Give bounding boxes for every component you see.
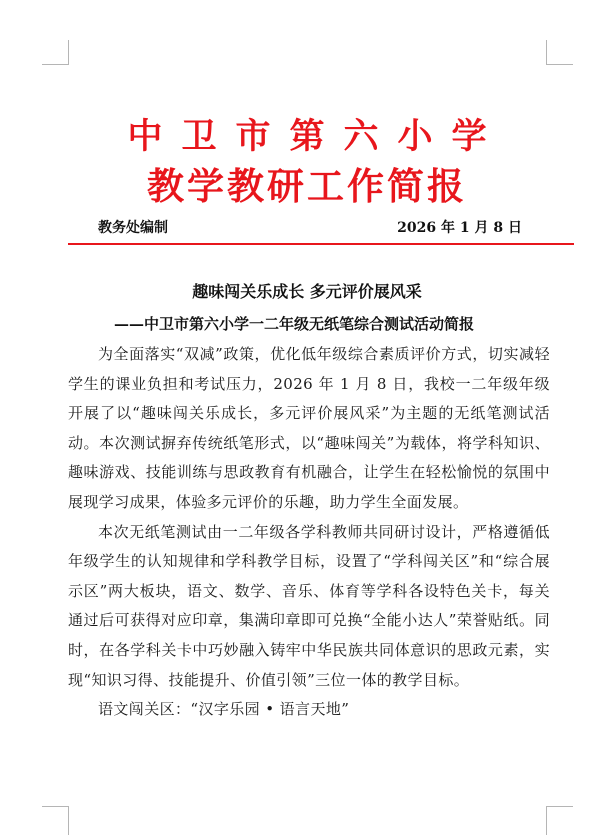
crop-mark-bottom-right	[546, 806, 573, 835]
paragraph: 为全面落实“双减”政策，优化低年级综合素质评价方式，切实减轻学生的课业负担和考试压力，2026 年 1 月 8 日，我校一二年级年级开展了以“趣味闯关乐成长，多元评价展风采”为主题的无纸笔测试活动。本次测试摒弃传统纸笔形式，以“趣味闯关”为载体，将学科知识、趣味游戏、技能训练与思政教育有机融合，让学生在轻松愉悦的氛围中展现学习成果，体验多元评价的乐趣，助力学生全面发展。	[68, 345, 550, 511]
editor-line: 教务处编制	[98, 220, 168, 236]
crop-mark-top-right	[546, 40, 573, 65]
article-body	[68, 340, 550, 725]
masthead-divider	[68, 243, 574, 245]
crop-mark-top-left	[42, 40, 69, 65]
masthead-bulletin-name: 教学教研工作简报	[147, 165, 467, 208]
masthead-school-name: 中卫市第六小学	[127, 117, 506, 157]
article-title: 趣味闯关乐成长 多元评价展风采	[192, 282, 422, 301]
issue-date: 2026 年 1 月 8 日	[397, 220, 522, 236]
paragraph: 语文闯关区：“汉字乐园 • 语言天地”	[98, 700, 350, 719]
article-subtitle: ——中卫市第六小学一二年级无纸笔综合测试活动简报	[114, 315, 475, 333]
paragraph: 本次无纸笔测试由一二年级各学科教师共同研讨设计，严格遵循低年级学生的认知规律和学科教学目标，设置了“学科闯关区”和“综合展示区”两大板块，语文、数学、音乐、体育等学科各设特色关卡，每关通过后可获得对应印章，集满印章即可兑换“全能小达人”荣誉贴纸。同时，在各学科关卡中巧妙融入铸牢中华民族共同体意识的思政元素，实现“知识习得、技能提升、价值引领”三位一体的教学目标。	[68, 522, 550, 689]
crop-mark-bottom-left	[42, 806, 69, 835]
